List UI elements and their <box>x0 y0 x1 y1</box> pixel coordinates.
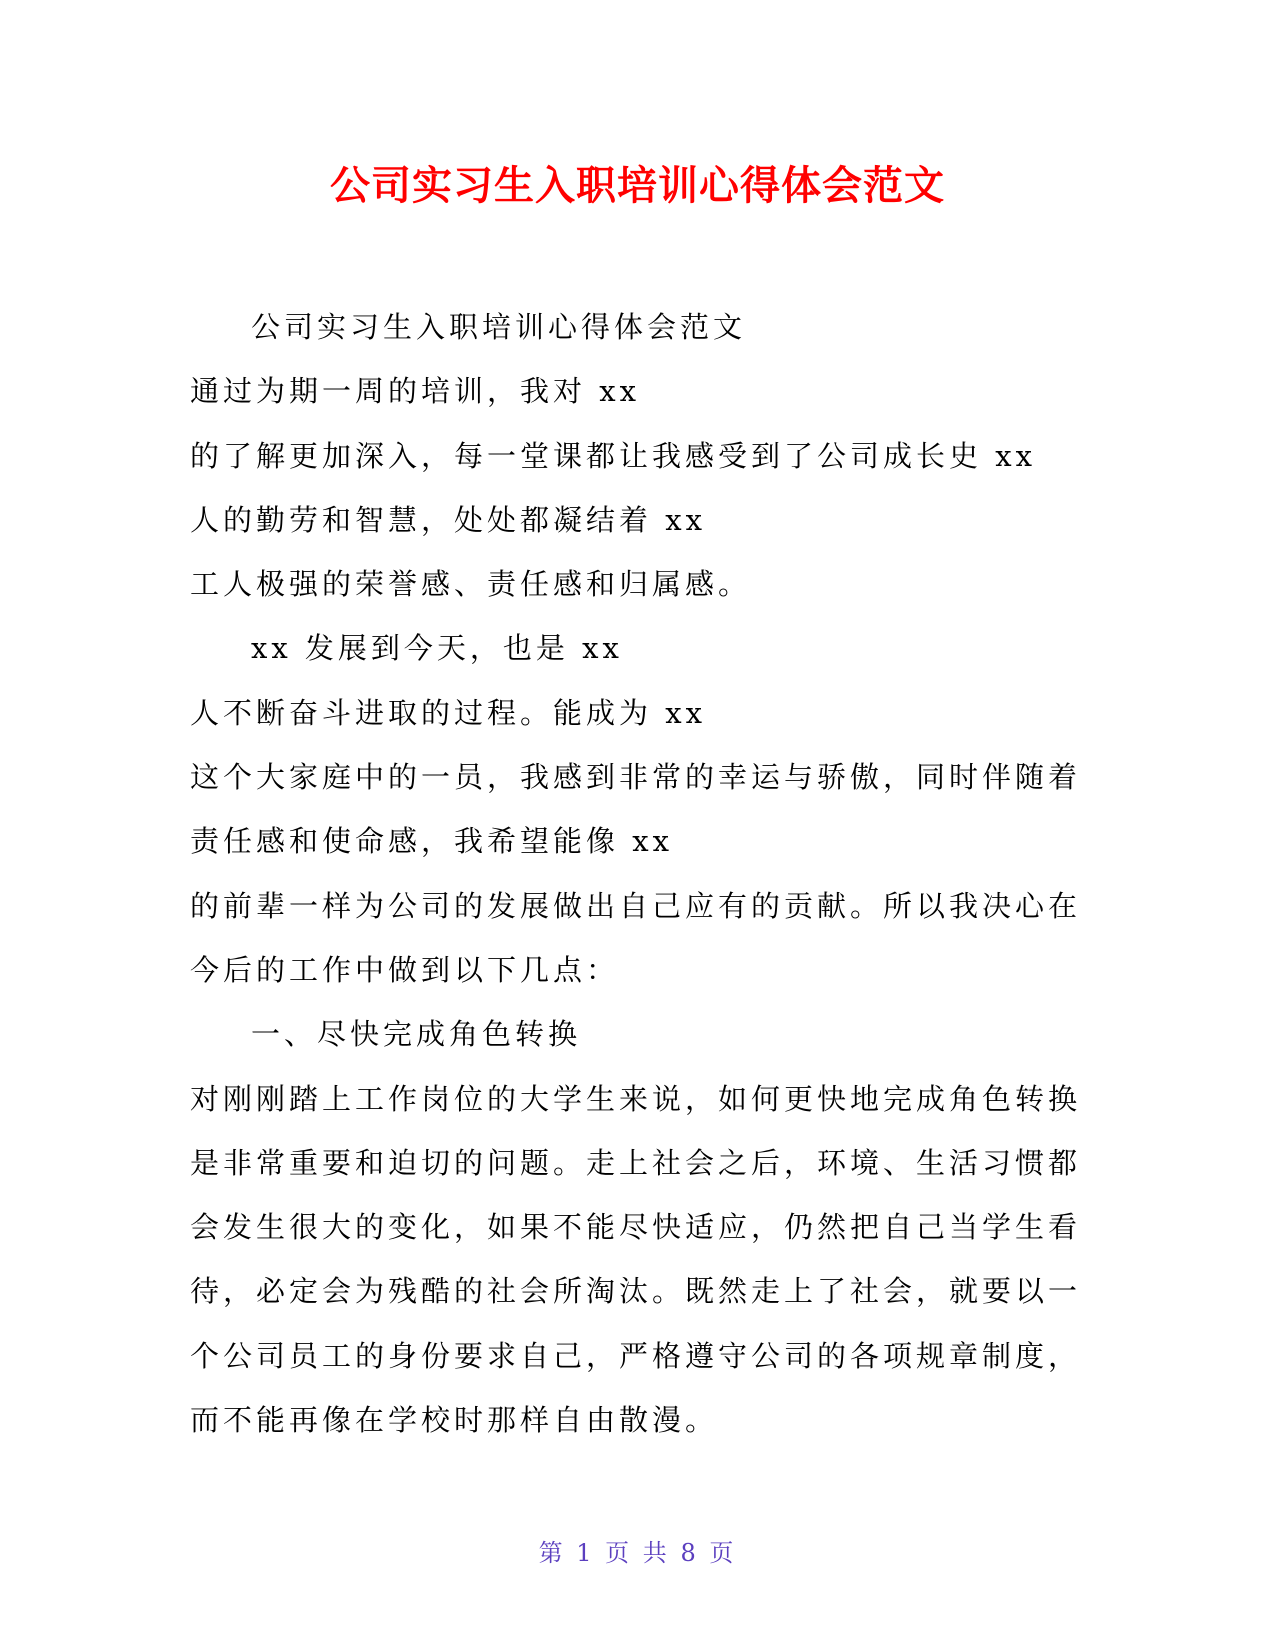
body-line: 人不断奋斗进取的过程。能成为 xx <box>190 695 706 730</box>
body-line: 会发生很大的变化，如果不能尽快适应，仍然把自己当学生看 <box>190 1210 1082 1245</box>
body-line: 是非常重要和迫切的问题。走上社会之后，环境、生活习惯都 <box>190 1145 1082 1180</box>
body-line: 对刚刚踏上工作岗位的大学生来说，如何更快地完成角色转换 <box>190 1081 1082 1116</box>
document-body <box>190 295 1090 1452</box>
body-line: 工人极强的荣誉感、责任感和归属感。 <box>190 567 752 602</box>
body-line: 通过为期一周的培训，我对 xx <box>190 374 640 409</box>
page-number-footer: 第 1 页 共 8 页 <box>538 1539 737 1567</box>
body-line: 而不能再像在学校时那样自由散漫。 <box>190 1403 719 1438</box>
body-line: 个公司员工的身份要求自己，严格遵守公司的各项规章制度， <box>190 1338 1082 1373</box>
document-title: 公司实习生入职培训心得体会范文 <box>330 163 945 209</box>
body-line: 的前辈一样为公司的发展做出自己应有的贡献。所以我决心在 <box>190 888 1082 923</box>
body-line: 的了解更加深入，每一堂课都让我感受到了公司成长史 xx <box>190 438 1036 473</box>
body-line: 今后的工作中做到以下几点： <box>190 952 620 987</box>
body-line: 这个大家庭中的一员，我感到非常的幸运与骄傲，同时伴随着 <box>190 760 1082 795</box>
body-line: 责任感和使命感，我希望能像 xx <box>190 824 673 859</box>
section-heading: 一、尽快完成角色转换 <box>251 1017 582 1052</box>
body-line: 待，必定会为残酷的社会所淘汰。既然走上了社会，就要以一 <box>190 1274 1082 1309</box>
body-line: 人的勤劳和智慧，处处都凝结着 xx <box>190 502 706 537</box>
body-line: xx 发展到今天，也是 xx <box>251 631 623 666</box>
body-line-subtitle: 公司实习生入职培训心得体会范文 <box>251 310 747 344</box>
